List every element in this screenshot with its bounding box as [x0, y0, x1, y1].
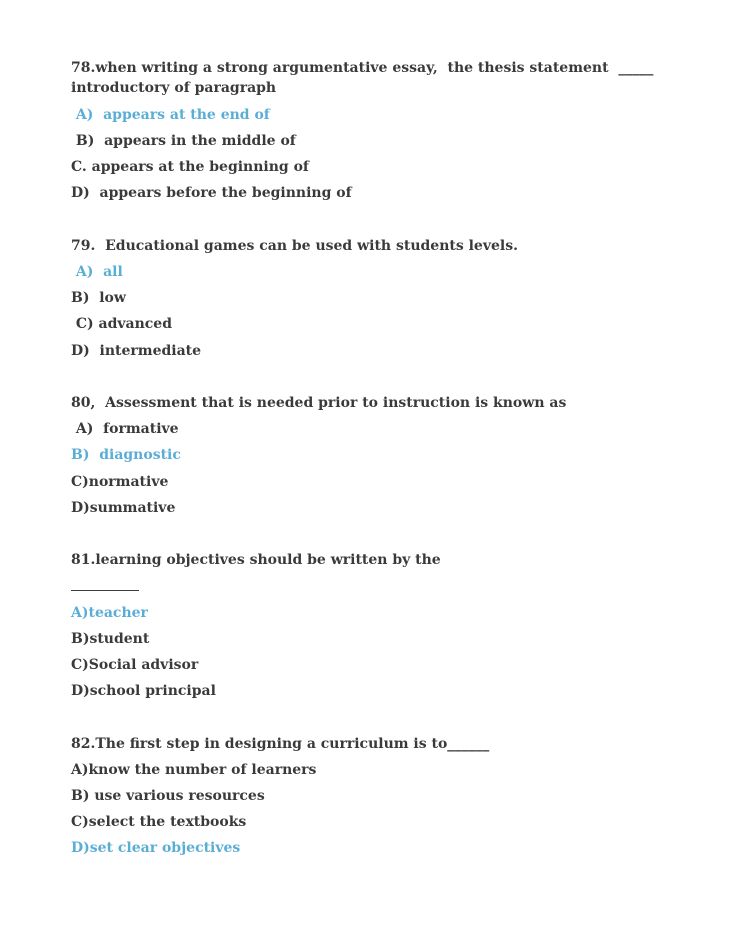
question-78-option-b: B) appears in the middle of	[71, 133, 296, 149]
question-78-option-a: A) appears at the end of	[71, 107, 270, 123]
question-79-stem: 79. Educational games can be used with students levels.	[71, 238, 518, 254]
question-82-option-a: A)know the number of learners	[71, 762, 317, 778]
question-81-option-c: C)Social advisor	[71, 657, 199, 673]
question-80-stem: 80, Assessment that is needed prior to instruction is known as	[71, 395, 567, 411]
question-81-blank-line	[71, 590, 139, 591]
question-78-stem-line1: 78.when writing a strong argumentative essay, the thesis statement _____	[71, 60, 654, 76]
question-82-option-d: D)set clear objectives	[71, 840, 241, 856]
question-82-option-b: B) use various resources	[71, 788, 265, 804]
question-78-stem-line2: introductory of paragraph	[71, 80, 277, 96]
question-79-option-b: B) low	[71, 290, 126, 306]
question-79-option-c: C) advanced	[71, 316, 172, 332]
question-80-option-a: A) formative	[71, 421, 179, 437]
question-81-option-d: D)school principal	[71, 683, 216, 699]
question-79-option-a: A) all	[71, 264, 123, 280]
question-80-option-b: B) diagnostic	[71, 447, 181, 463]
question-80-option-c: C)normative	[71, 474, 169, 490]
question-81-stem: 81.learning objectives should be written by the	[71, 552, 441, 568]
question-82-stem: 82.The first step in designing a curriculum is to______	[71, 736, 490, 752]
question-82-option-c: C)select the textbooks	[71, 814, 247, 830]
question-78-option-d: D) appears before the beginning of	[71, 185, 352, 201]
question-81-option-b: B)student	[71, 631, 150, 647]
question-78-option-c: C. appears at the beginning of	[71, 159, 309, 175]
question-81-option-a: A)teacher	[71, 605, 148, 621]
question-79-option-d: D) intermediate	[71, 343, 202, 359]
question-80-option-d: D)summative	[71, 500, 176, 516]
